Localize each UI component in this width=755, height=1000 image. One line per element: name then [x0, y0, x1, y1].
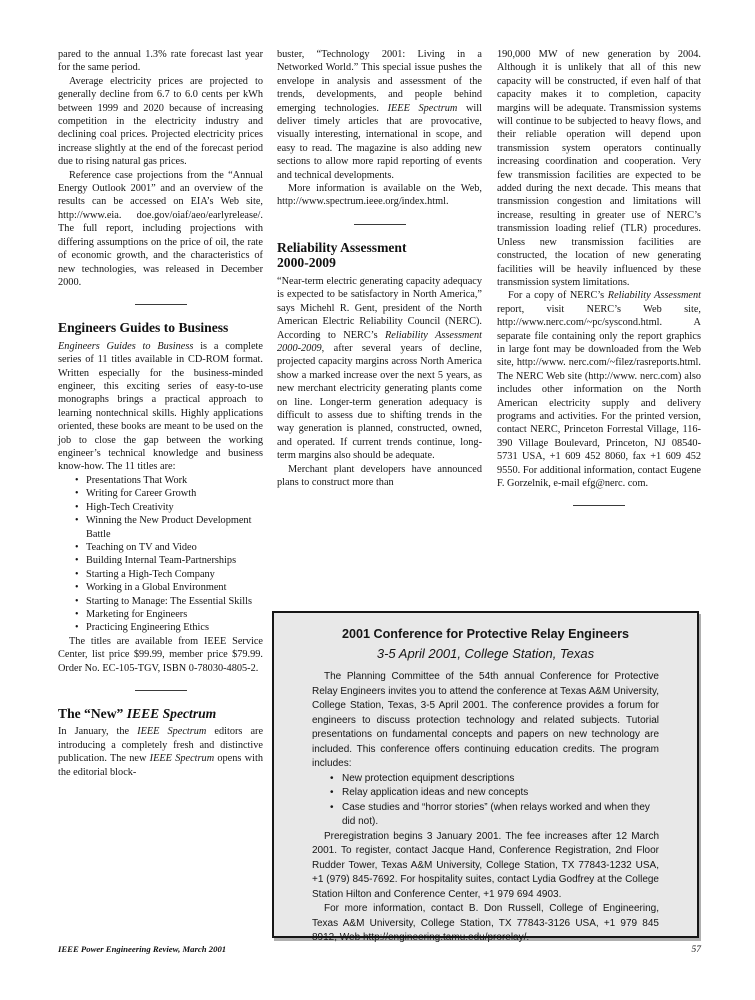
paragraph-text: opens with the editorial block-: [58, 753, 263, 778]
column-2: [277, 48, 482, 489]
report-title: Reliability Assessment: [607, 290, 702, 302]
conference-paragraph-registration: Preregistration begins 3 January 2001. The fee increases after 12 March 2001. To register, contact Jacque Hand, Conference Registration, 2nd Floor Rudder Tower, Texas A&M University, College Station, TX 77843-1232 USA, +1 (979) 845-7692. For hospitality suites, contact Lydia Godfrey at the College Station Hilton and Conference Center, +1 979 694 4903.: [312, 830, 659, 900]
paragraph-text: In January, the: [58, 726, 138, 738]
paragraph-text: “Near-term electric generating capacity adequacy is expected to be satisfactory in North America,” says Michehl R. Gent, president of the North American Electric Reliability Council (NERC). According to NERC’s: [277, 275, 482, 341]
section-divider: [135, 304, 187, 305]
paragraph-more-information: More information is available on the Web, http://www.spectrum.ieee.org/index.html.: [277, 183, 482, 208]
paragraph-nerc-contact: [497, 289, 701, 490]
heading-text: The “New”: [58, 705, 127, 721]
paragraph-spectrum-continuation: [277, 48, 482, 182]
section-heading-reliability: [277, 240, 482, 271]
list-item: • Teaching on TV and Video: [75, 541, 263, 554]
heading-magazine-name: IEEE Spectrum: [126, 705, 217, 721]
paragraph-text: , after several years of decline, projected capacity margins across North America show a marked increase over the next 5 years, as new merchant electricity generating plants come on line. Longer-term generation adequacy is difficult to assess due to shifting trends in the way generation is planned, constructed, owned, and operated. If current trends continue, long-term margins also should be adequate.: [277, 342, 482, 462]
list-item: • Relay application ideas and new concepts: [330, 786, 659, 801]
list-item: • Writing for Career Growth: [75, 487, 263, 500]
paragraph-text: buster, “Technology 2001: Living in a Networked World.” This special issue pushes the envelope in analysis and assessment of the trends, developments, and people behind emerging technologies.: [277, 49, 482, 114]
conference-program-list: [312, 772, 659, 830]
paragraph-text: For a copy of NERC’s: [508, 290, 608, 302]
report-title: Reliability Assessment 2000-2009: [277, 329, 482, 354]
conference-paragraph-invitation: The Planning Committee of the 54th annual Conference for Protective Relay Engineers invites you to attend the conference at Texas A&M University, College Station, Texas, 3-5 April 2001. The conference provides a forum for engineers to discuss protection technology and related subjects. Tutorial presentations on fundamental concepts and papers on new technology are included. This conference offers continuing education credits. The program includes:: [312, 671, 659, 769]
section-heading-engineers-guides: Engineers Guides to Business: [58, 320, 229, 336]
column-3: [497, 48, 701, 521]
heading-line-2: 2000-2009: [277, 255, 336, 271]
magazine-name: IEEE Spectrum: [149, 753, 215, 765]
section-divider: [354, 224, 406, 225]
paragraph-engineers-guides: [58, 340, 263, 474]
section-divider: [573, 505, 625, 506]
paragraph-continuation: pared to the annual 1.3% rate forecast last year for the same period.: [58, 49, 263, 74]
paragraph-engineers-guides-text: is a complete series of 11 titles available in CD-ROM format. Written especially for the business-minded engineer, this exciting series of easy-to-use monographs brings a practical approach to learning nontechnical skills. Highly applications oriented, these books are meant to be used on the job to close the gap between the working engineer’s technical knowledge and business know-how. The 11 titles are:: [58, 340, 263, 473]
section-divider: [135, 690, 187, 691]
paragraph-electricity-prices: Average electricity prices are projected to generally decline from 6.7 to 6.0 cents per kWh between 1999 and 2020 because of increasing competition in the electricity industry and declining coal prices. Projected electricity prices increase slightly at the end of the forecast period due to rising natural gas prices.: [58, 75, 263, 168]
list-item: • Marketing for Engineers: [75, 608, 263, 621]
magazine-name: IEEE Spectrum: [137, 726, 207, 738]
magazine-name: IEEE Spectrum: [387, 102, 458, 114]
paragraph-reliability-assessment: [277, 275, 482, 463]
list-item: • Working in a Global Environment: [75, 581, 263, 594]
paragraph-merchant-plants: Merchant plant developers have announced plans to construct more than: [277, 463, 482, 488]
heading-line-1: Reliability Assessment: [277, 239, 407, 255]
paragraph-text: report, visit NERC’s Web site, http://www.nerc.com/~pc/syscond.html. A separate file containing only the report graphics in large font may be downloaded from the Web site, http://www. nerc.com/~filez/rasreports.html. The NERC Web site (http://www. nerc.com) also includes other information on the North American electricity supply and delivery programs and activities. For the printed version, contact NERC, Princeton Forrestal Village, 116-390 Village Boulevard, Princeton, NJ 08540-5731 USA, +1 609 452 8060, fax +1 609 452 9550. For additional information, contact Eugene F. Gorzelnik, e-mail efg@nerc. com.: [497, 303, 701, 489]
section-heading-new-spectrum: [58, 706, 263, 722]
list-item: • Building Internal Team-Partnerships: [75, 554, 263, 567]
journal-footer: IEEE Power Engineering Review, March 2001: [58, 944, 227, 954]
book-series-title: Engineers Guides to Business: [58, 340, 194, 352]
paragraph-reference-projections: Reference case projections from the “Annual Energy Outlook 2001” and an overview of the results can be accessed on EIA’s Web site, http://www.eia. doe.gov/oiaf/aeo/earlyrelease/. The full report, including projections with differing assumptions on the price of oil, the rate of economic growth, and the characteristics of new technologies, was released in December 2000.: [58, 169, 263, 288]
list-item: • Winning the New Product Development Battle: [75, 514, 263, 541]
list-item: • Case studies and “horror stories” (when relays worked and when they did not).: [330, 801, 659, 830]
paragraph-text: will deliver timely articles that are provocative, visually interesting, international in scope, and easy to read. The magazine is also adding new sections to allow more rapid reporting of events and technical developments.: [277, 102, 483, 181]
conference-title: 2001 Conference for Protective Relay Engineers: [342, 627, 629, 641]
conference-paragraph-more-info: For more information, contact B. Don Russell, College of Engineering, Texas A&M University, College Station, TX 77843-3126 USA, +1 979 845 8912, Web http://engineering.tamu.edu/prorelay/.: [312, 903, 659, 943]
paragraph-new-spectrum: [58, 725, 263, 779]
page-number: 57: [691, 945, 701, 955]
list-item: • Starting to Manage: The Essential Skills: [75, 595, 263, 608]
list-item: • Presentations That Work: [75, 474, 263, 487]
paragraph-new-generation: 190,000 MW of new generation by 2004. Although it is unlikely that all of this new capacity will be constructed, if even half of that capacity makes it to completion, capacity margins will be adequate. Transmission systems will continue to be subjected to heavy flows, and their reliable operation will depend upon transmission system operators continually increasing coordination and cooperation. Very few transmission facilities are expected to be added during the next decade. This means that transmission congestion and limitations will increase, resulting in greater use of NERC’s transmission loading relief (TLR) procedures. Unless new transmission facilities are constructed, the location of new generating facilities will be heavily influenced by these transmission system limitations.: [497, 49, 701, 288]
column-1: [58, 48, 263, 779]
conference-date-location: 3-5 April 2001, College Station, Texas: [376, 646, 595, 661]
title-list: [58, 474, 263, 635]
conference-announcement-box: [272, 611, 699, 943]
list-item: • Practicing Engineering Ethics: [75, 621, 263, 634]
paragraph-text: editors are introducing a completely fresh and distinctive publication. The new: [58, 726, 264, 765]
list-item: • Starting a High-Tech Company: [75, 568, 263, 581]
list-item: • High-Tech Creativity: [75, 501, 263, 514]
list-item: • New protection equipment descriptions: [330, 772, 659, 787]
paragraph-ordering-info: The titles are available from IEEE Service Center, list price $99.99, member price $79.99. Order No. EC-105-TGV, ISBN 0-78030-4805-2.: [58, 635, 263, 674]
